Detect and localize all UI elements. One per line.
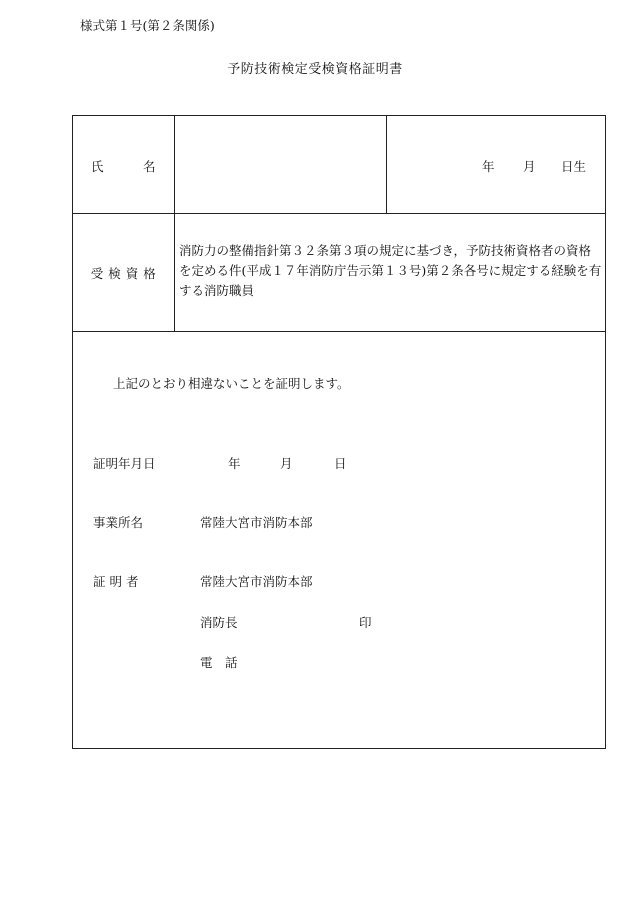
form-number: 様式第１号(第２条関係) — [80, 18, 215, 33]
birth-year: 年 — [482, 159, 495, 174]
certification-date-year: 年 — [228, 456, 241, 471]
certification-date-month: 月 — [280, 456, 293, 471]
qualification-label: 受 検 資 格 — [90, 266, 157, 281]
birth-month: 月 — [523, 159, 536, 174]
qualification-text: 消防力の整備指針第３２条第３項の規定に基づき，予防技術資格者の資格を定める件(平成１７年消防庁告示第１３号)第２条各号に規定する経験を有する消防職員 — [179, 243, 602, 298]
certification-statement: 上記のとおり相違ないことを証明します。 — [113, 376, 350, 391]
row-divider-1 — [73, 213, 605, 214]
birth-day-suffix: 日生 — [561, 159, 587, 174]
phone-label: 電 話 — [200, 655, 238, 670]
certification-date-day: 日 — [334, 456, 347, 471]
name-label: 氏 名 — [90, 159, 156, 174]
certificate-table — [72, 115, 606, 749]
certifier-title: 消防長 — [200, 615, 238, 630]
row-divider-2 — [73, 331, 605, 332]
label-column-divider — [174, 116, 175, 331]
office-value: 常陸大宮市消防本部 — [200, 515, 313, 530]
birthdate-column-divider — [386, 116, 387, 213]
certifier-label: 証 明 者 — [93, 574, 139, 589]
seal-mark: 印 — [359, 615, 372, 630]
document-title: 予防技術検定受検資格証明書 — [227, 62, 403, 77]
office-label: 事業所名 — [93, 515, 144, 530]
certifier-org: 常陸大宮市消防本部 — [200, 574, 313, 589]
certification-date-label: 証明年月日 — [93, 456, 156, 471]
